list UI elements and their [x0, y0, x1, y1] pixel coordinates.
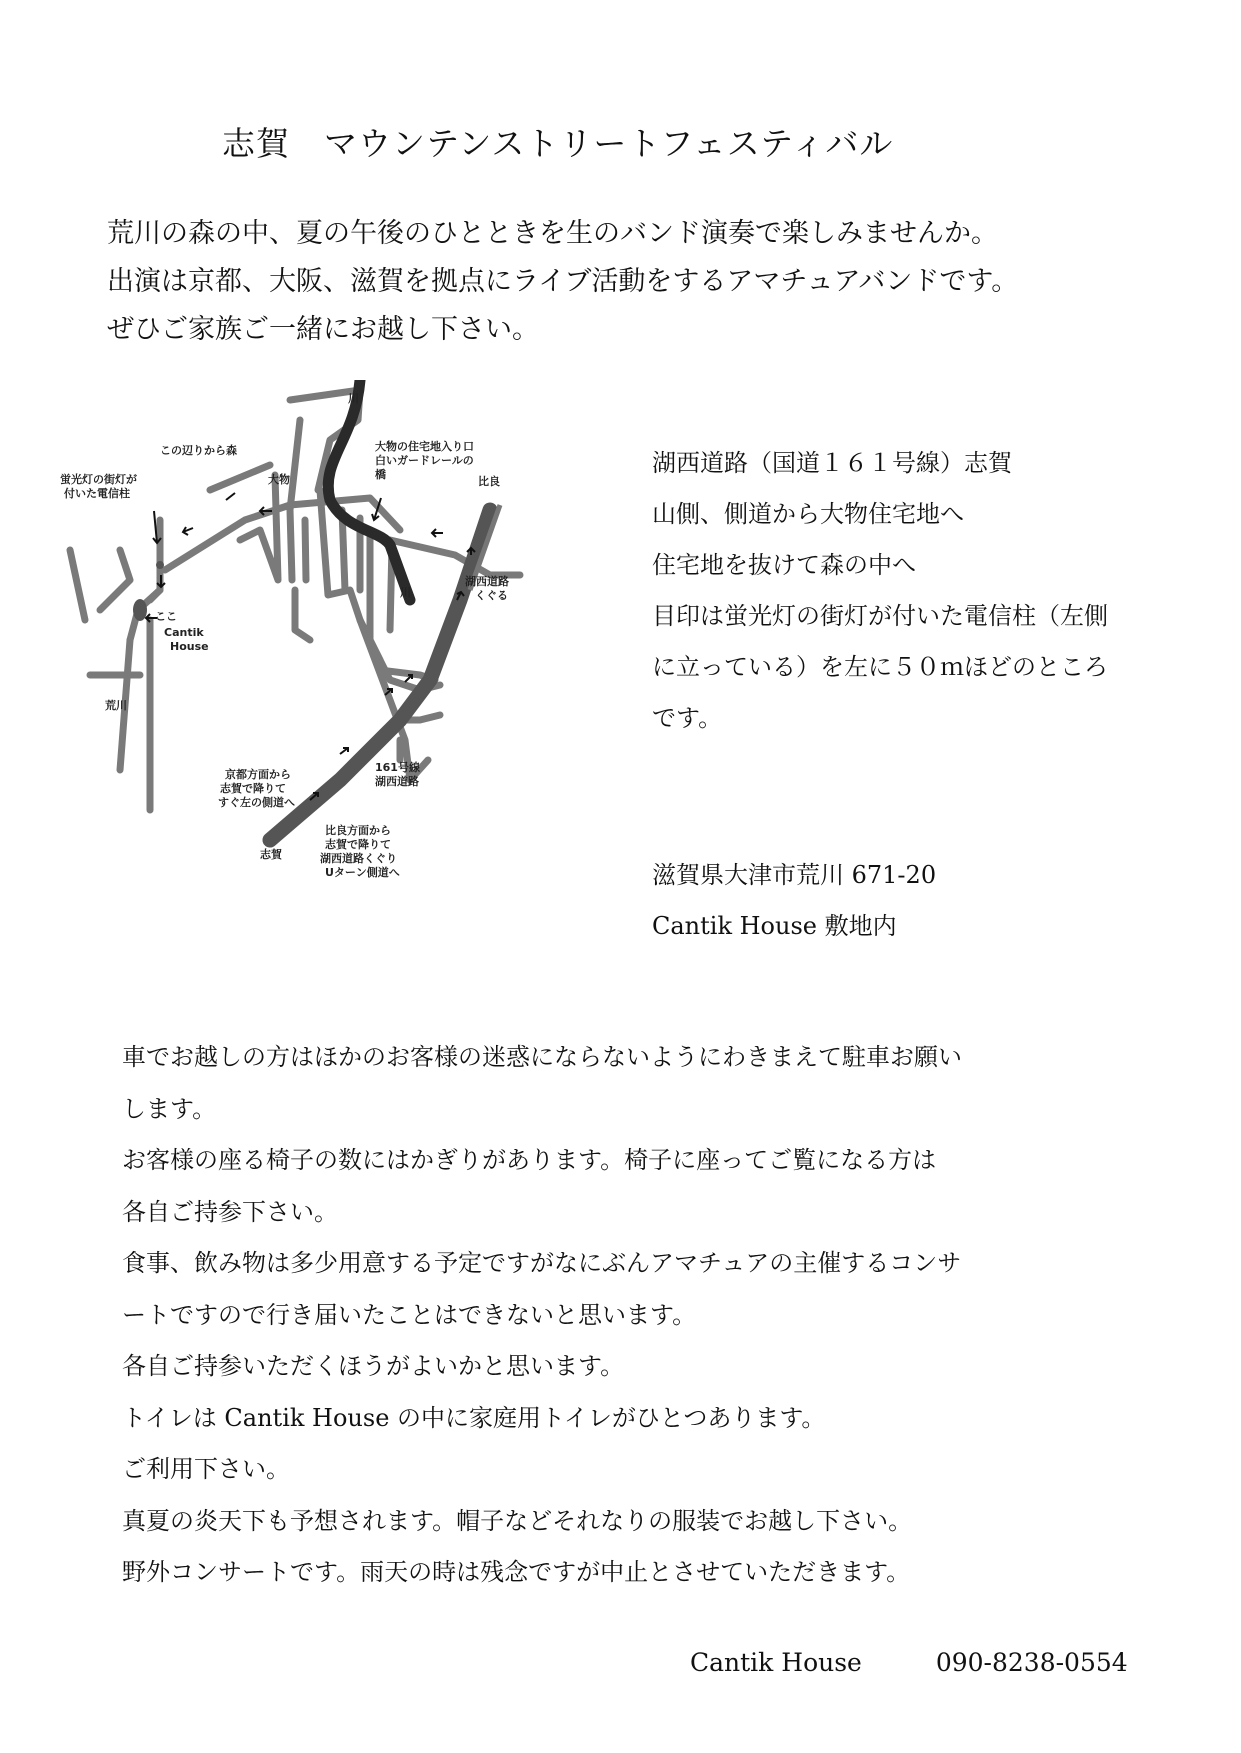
map-label-pole: 付いた電信柱 — [64, 487, 130, 500]
directions-line: 目印は蛍光灯の街灯が付いた電信柱（左側 — [652, 602, 1108, 630]
note-line: します。 — [122, 1094, 217, 1123]
map-label-route: 161号線 — [375, 761, 420, 774]
note-line: トイレは Cantik House の中に家庭用トイレがひとつあります。 — [122, 1403, 826, 1432]
map-label-shiga: 志賀 — [260, 848, 282, 861]
note-line: 各自ご持参下さい。 — [122, 1197, 338, 1226]
map-label-arakawa: 荒川 — [105, 699, 127, 712]
note-line: 車でお越しの方はほかのお客様の迷惑にならないようにわきまえて駐車お願い — [122, 1043, 962, 1071]
footer-phone: 090-8238-0554 — [935, 1648, 1128, 1677]
map-label-hira: 比良 — [478, 475, 500, 488]
map-label-forest: この辺りから森 — [160, 444, 237, 457]
map-label-hira-dir: Uターン側道へ — [325, 866, 400, 879]
note-line: 野外コンサートです。雨天の時は残念ですが中止とさせていただきます。 — [122, 1558, 911, 1586]
note-line: 食事、飲み物は多少用意する予定ですがなにぶんアマチュアの主催するコンサ — [122, 1249, 962, 1277]
address-line: 滋賀県大津市荒川 671-20 — [652, 861, 937, 889]
footer-name: Cantik House — [690, 1648, 862, 1677]
address-block — [652, 850, 936, 952]
map-label-kosei: くぐる — [475, 589, 508, 602]
map-label-hira-dir: 志賀で降りて — [325, 838, 391, 851]
note-line: ートですので行き届いたことはできないと思います。 — [122, 1300, 697, 1329]
directions-line: 住宅地を抜けて森の中へ — [652, 551, 916, 579]
page-title: 志賀 マウンテンストリートフェスティバル — [222, 124, 894, 163]
access-map — [60, 380, 620, 980]
directions-line: です。 — [652, 704, 723, 732]
address-line: Cantik House 敷地内 — [652, 912, 897, 940]
footer-contact — [690, 1648, 1128, 1677]
directions-text — [652, 438, 1192, 744]
note-line: ご利用下さい。 — [122, 1455, 290, 1483]
map-label-omono: 大物 — [268, 473, 290, 486]
pole-marker — [156, 561, 164, 569]
map-label-kyoto: 志賀で降りて — [220, 782, 286, 795]
intro-line: 出演は京都、大阪、滋賀を拠点にライブ活動をするアマチュアバンドです。 — [107, 266, 1019, 297]
map-label-pole: 蛍光灯の街灯が — [60, 473, 137, 486]
map-label-entrance: 白いガードレールの — [375, 454, 474, 467]
directions-line: に立っている）を左に５０ｍほどのところ — [652, 653, 1108, 681]
map-label-hira-dir: 湖西道路くぐり — [320, 852, 397, 865]
map-label-entrance: 橋 — [375, 468, 386, 481]
map-label-kyoto: 京都方面から — [225, 768, 291, 781]
note-line: 各自ご持参いただくほうがよいかと思います。 — [122, 1352, 625, 1380]
map-label-hira-dir: 比良方面から — [325, 824, 391, 837]
map-label-river-top: 川 — [348, 392, 359, 405]
map-label-route: 湖西道路 — [375, 775, 419, 788]
map-label-house: House — [170, 640, 209, 653]
map-label-kosei: 湖西道路 — [465, 575, 509, 588]
intro-paragraph — [107, 210, 1207, 354]
map-label-kyoto: すぐ左の側道へ — [218, 796, 295, 809]
map-label-river-bottom: 川 — [400, 586, 411, 599]
note-line: 真夏の炎天下も予想されます。帽子などそれなりの服装でお越し下さい。 — [122, 1506, 913, 1535]
directions-line: 湖西道路（国道１６１号線）志賀 — [652, 449, 1012, 477]
map-label-cantik: Cantik — [164, 626, 204, 639]
directions-line: 山側、側道から大物住宅地へ — [652, 500, 964, 528]
map-label-entrance: 大物の住宅地入り口 — [375, 440, 474, 453]
intro-line: ぜひご家族ご一緒にお越し下さい。 — [107, 314, 539, 345]
intro-line: 荒川の森の中、夏の午後のひとときを生のバンド演奏で楽しみませんか。 — [107, 218, 998, 249]
note-line: お客様の座る椅子の数にはかぎりがあります。椅子に座ってご覧になる方は — [122, 1146, 937, 1174]
map-label-koko: ここ — [155, 610, 177, 623]
notes-section — [122, 1032, 1212, 1599]
